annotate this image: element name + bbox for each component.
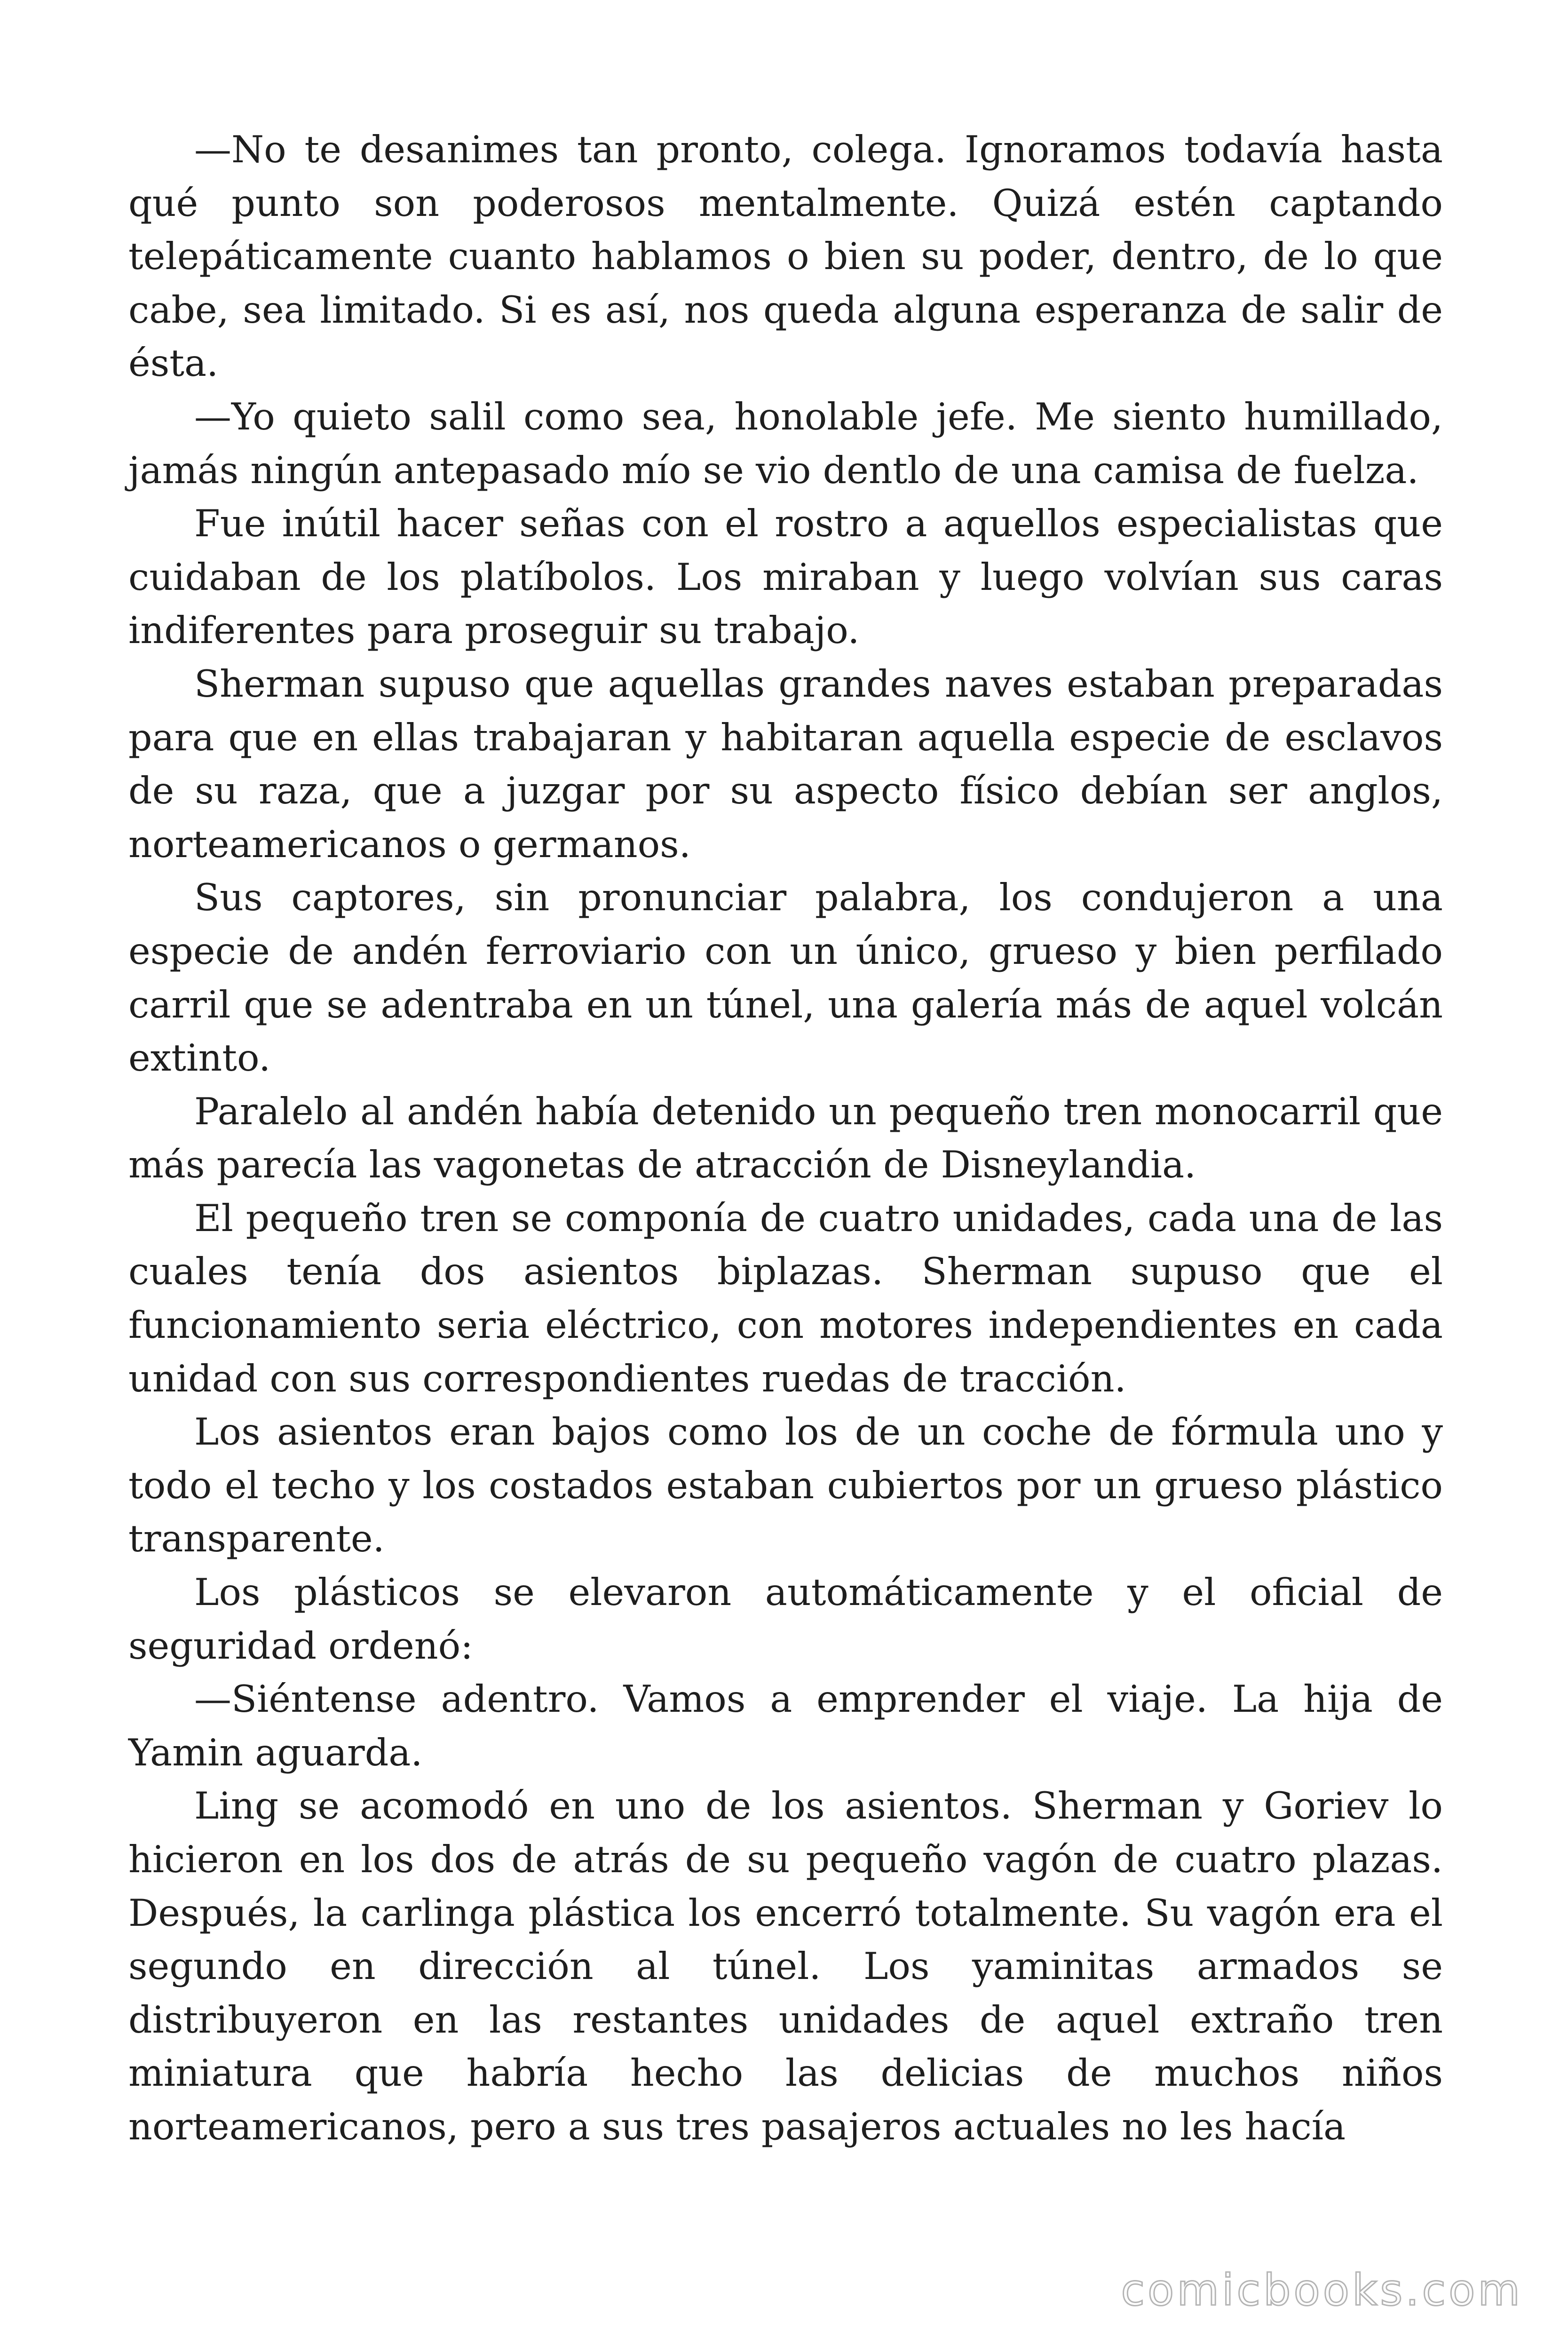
paragraph-3: Fue inútil hacer señas con el rostro a aquellos especialistas que cuidaban de los platíbolos. Los miraban y luego volvían sus caras indiferentes para proseguir su trabajo. bbox=[128, 502, 1443, 652]
paragraph-4: Sherman supuso que aquellas grandes naves estaban preparadas para que en ellas trabajaran y habitaran aquella especie de esclavos de su raza, que a juzgar por su aspecto físico debían ser anglos, norteamericanos o germanos. bbox=[128, 662, 1443, 866]
paragraph-9: Los plásticos se elevaron automáticamente y el oficial de seguridad ordenó: bbox=[128, 1571, 1443, 1668]
paragraph-2: —Yo quieto salil como sea, honolable jefe. Me siento humillado, jamás ningún antepasado mío se vio dentlo de una camisa de fuelza. bbox=[128, 395, 1443, 492]
paragraph-7: El pequeño tren se componía de cuatro unidades, cada una de las cuales tenía dos asientos biplazas. Sherman supuso que el funcionamiento seria eléctrico, con motores independientes en cada unidad con sus correspondientes ruedas de tracción. bbox=[128, 1196, 1443, 1400]
watermark-text: comicbooks.com bbox=[1121, 2265, 1523, 2315]
paragraph-10: —Siéntense adentro. Vamos a emprender el viaje. La hija de Yamin aguarda. bbox=[128, 1677, 1443, 1774]
paragraph-1: —No te desanimes tan pronto, colega. Ignoramos todavía hasta qué punto son poderosos mentalmente. Quizá estén captando telepáticamente cuanto hablamos o bien su poder, dentro, de lo que cabe, sea limitado. Si es así, nos queda alguna esperanza de salir de ésta. bbox=[128, 128, 1443, 385]
paragraph-11: Ling se acomodó en uno de los asientos. Sherman y Goriev lo hicieron en los dos de atrás de su pequeño vagón de cuatro plazas. Después, la carlinga plástica los encerró totalmente. Su vagón era el segundo en dirección al túnel. Los yaminitas armados se distribuyeron en las restantes unidades de aquel extraño tren miniatura que habría hecho las delicias de muchos niños norteamericanos, pero a sus tres pasajeros actuales no les hacía bbox=[128, 1784, 1443, 2148]
paragraph-5: Sus captores, sin pronunciar palabra, los condujeron a una especie de andén ferroviario con un único, grueso y bien perfilado carril que se adentraba en un túnel, una galería más de aquel volcán extinto. bbox=[128, 876, 1443, 1080]
paragraph-6: Paralelo al andén había detenido un pequeño tren monocarril que más parecía las vagonetas de atracción de Disneylandia. bbox=[128, 1089, 1443, 1187]
paragraph-8: Los asientos eran bajos como los de un coche de fórmula uno y todo el techo y los costados estaban cubiertos por un grueso plástico transparente. bbox=[128, 1410, 1443, 1561]
page-body-text bbox=[128, 123, 1443, 2154]
